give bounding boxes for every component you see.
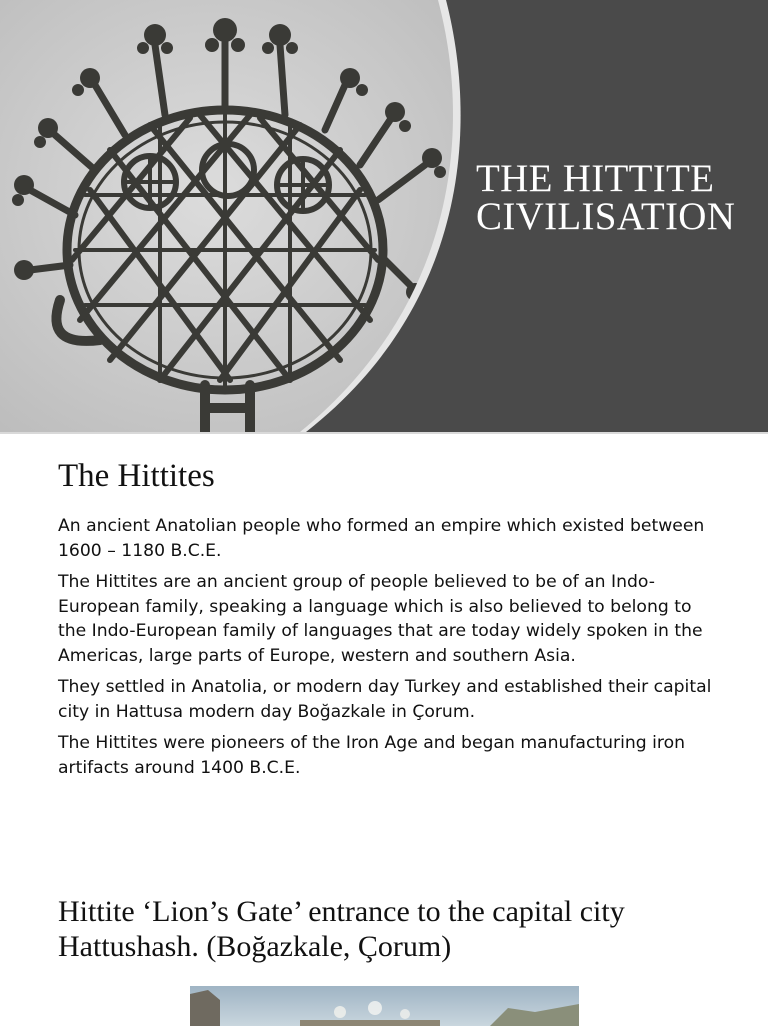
paragraph: The Hittites are an ancient group of people believed to be of an Indo-European family, speaking a language which is also believed to belong to the Indo-European family of languages that are today widely spoken in the Americas, large parts of Europe, western and southern Asia. xyxy=(58,572,703,666)
paragraph: An ancient Anatolian people who formed an empire which existed between 1600 – 1180 B.C.E. xyxy=(58,516,705,561)
lions-gate-photo xyxy=(190,986,579,1026)
slide-heading: Hittite ‘Lion’s Gate’ entrance to the capital city Hattushash. (Boğazkale, Çorum) xyxy=(58,895,625,963)
lions-gate-image xyxy=(190,986,579,1026)
sun-disk-artifact-image xyxy=(0,0,470,432)
slide-heading: The Hittites xyxy=(58,458,215,494)
paragraph: The Hittites were pioneers of the Iron Age and began manufacturing iron artifacts around 1400 B.C.E. xyxy=(58,733,686,778)
title-slide xyxy=(0,0,768,432)
paragraph-list xyxy=(58,514,718,787)
paragraph: They settled in Anatolia, or modern day Turkey and established their capital city in Hattusa modern day Boğazkale in Çorum. xyxy=(58,677,712,722)
artifact-photo xyxy=(0,0,470,432)
content-slide-hittites xyxy=(0,434,768,864)
content-slide-lions-gate xyxy=(0,880,768,1024)
slide-title: THE HITTITE CIVILISATION xyxy=(476,157,736,238)
